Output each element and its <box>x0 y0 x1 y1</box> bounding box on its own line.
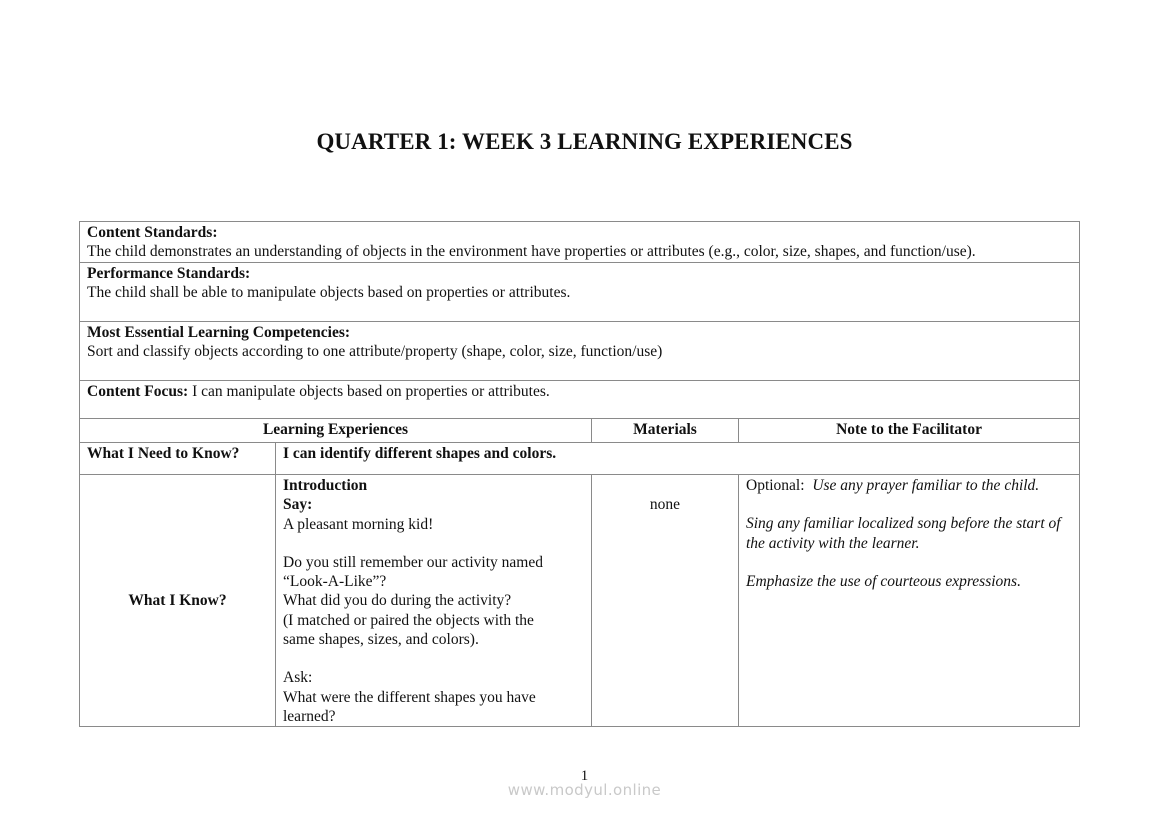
note-emphasize: Emphasize the use of courteous expressions. <box>746 572 1021 590</box>
performance-standards-cell <box>80 263 1080 322</box>
spacer <box>746 553 1072 572</box>
ask-label: Ask: <box>283 669 313 687</box>
melc-cell <box>80 322 1080 381</box>
note-song: Sing any familiar localized song before the start of the activity with the learner. <box>746 515 1061 552</box>
what-i-need-to-know-label: What I Need to Know? <box>80 443 276 475</box>
spacer <box>283 649 584 668</box>
header-note-to-facilitator: Note to the Facilitator <box>739 419 1080 443</box>
content-focus-text: I can manipulate objects based on properties or attributes. <box>188 383 550 400</box>
what-i-know-facilitator-note <box>739 475 1080 727</box>
say-label: Say: <box>283 496 313 514</box>
page-title: QUARTER 1: WEEK 3 LEARNING EXPERIENCES <box>316 129 853 154</box>
introduction-heading: Introduction <box>283 477 368 494</box>
ask-line-2: learned? <box>283 707 336 725</box>
performance-standards-row <box>80 263 1080 322</box>
what-i-know-materials <box>592 475 739 727</box>
spacer <box>746 495 1072 514</box>
content-standards-cell <box>80 222 1080 263</box>
watermark: www.modyul.online <box>507 781 662 799</box>
question-line-2: “Look-A-Like”? <box>283 573 387 591</box>
header-materials: Materials <box>592 419 739 443</box>
what-i-know-label: What I Know? <box>80 475 276 727</box>
materials-none: none <box>649 496 681 513</box>
greeting-text: A pleasant morning kid! <box>283 515 434 533</box>
question-line-3: What did you do during the activity? <box>283 592 512 610</box>
performance-standards-text: The child shall be able to manipulate objects based on properties or attributes. <box>87 284 571 302</box>
content-focus-cell <box>80 381 1080 419</box>
note-prayer: Use any prayer familiar to the child. <box>812 477 1040 494</box>
table-header-row <box>80 419 1080 443</box>
what-i-know-row <box>80 475 1080 727</box>
ask-line-1: What were the different shapes you have <box>283 688 536 706</box>
note-optional-label: Optional: <box>746 477 805 494</box>
content-standards-text: The child demonstrates an understanding of objects in the environment have properties or attributes (e.g., color, size, shapes, and function/use). <box>87 243 976 261</box>
learning-experiences-table <box>79 221 1080 727</box>
page-number: 1 <box>580 768 589 784</box>
performance-standards-label: Performance Standards: <box>87 265 251 282</box>
header-learning-experiences: Learning Experiences <box>80 419 592 443</box>
what-i-know-activities <box>276 475 592 727</box>
content-standards-row <box>80 222 1080 263</box>
melc-label: Most Essential Learning Competencies: <box>87 324 351 341</box>
content-focus-row <box>80 381 1080 419</box>
content-focus-label: Content Focus: <box>87 383 189 400</box>
content-standards-label: Content Standards: <box>87 224 218 241</box>
spacer <box>283 534 584 553</box>
question-line-1: Do you still remember our activity named <box>283 553 543 571</box>
question-line-4: (I matched or paired the objects with the <box>283 611 534 629</box>
melc-row <box>80 322 1080 381</box>
what-i-need-to-know-row <box>80 443 1080 475</box>
melc-text: Sort and classify objects according to one attribute/property (shape, color, size, function/use) <box>87 343 663 361</box>
what-i-need-to-know-text: I can identify different shapes and colors. <box>276 443 1080 475</box>
question-line-5: same shapes, sizes, and colors). <box>283 631 479 649</box>
